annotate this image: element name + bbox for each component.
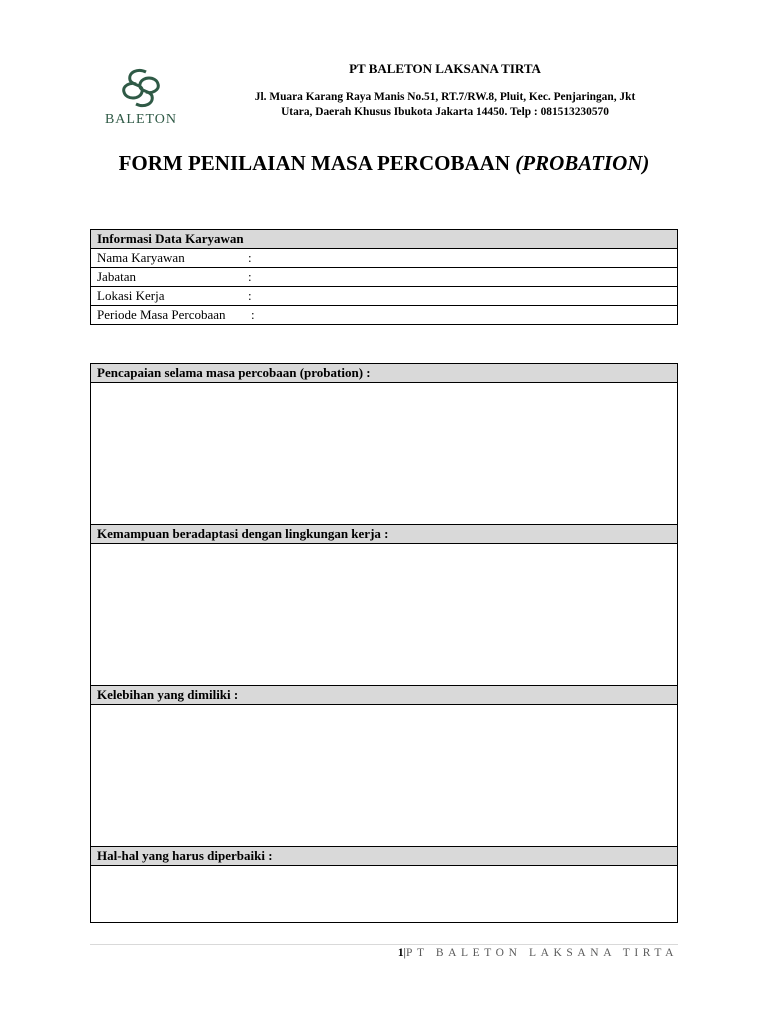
work-location-label: Lokasi Kerja (97, 288, 165, 303)
strengths-header: Kelebihan yang dimiliki : (91, 685, 677, 704)
improvements-field[interactable] (91, 865, 677, 922)
employee-info-table (90, 229, 678, 325)
logo-monogram-icon (116, 66, 166, 110)
footer-divider (90, 944, 678, 945)
page-number: 1 (397, 947, 404, 959)
form-title-italic: (PROBATION) (515, 151, 650, 175)
footer-separator: | (403, 947, 406, 959)
improvements-header: Hal-hal yang harus diperbaiki : (91, 846, 677, 865)
probation-period-label: Periode Masa Percobaan (97, 307, 226, 322)
position-colon: : (248, 269, 252, 284)
achievements-field[interactable] (91, 382, 677, 524)
achievements-header: Pencapaian selama masa percobaan (probation) : (91, 364, 677, 382)
employee-name-label: Nama Karyawan (97, 250, 185, 265)
employee-name-row[interactable] (91, 248, 677, 267)
probation-period-row[interactable] (91, 305, 677, 324)
form-title-main: FORM PENILAIAN MASA PERCOBAAN (118, 151, 516, 175)
employee-info-header: Informasi Data Karyawan (91, 230, 677, 248)
adaptability-field[interactable] (91, 543, 677, 685)
logo-text: BALETON (104, 112, 178, 127)
adaptability-header: Kemampuan beradaptasi dengan lingkungan kerja : (91, 524, 677, 543)
company-logo (94, 66, 188, 132)
footer-brand: PT BALETON LAKSANA TIRTA (405, 947, 678, 959)
strengths-field[interactable] (91, 704, 677, 846)
position-label: Jabatan (97, 269, 136, 284)
evaluation-table (90, 363, 678, 923)
company-name: PT BALETON LAKSANA TIRTA (349, 61, 541, 76)
position-row[interactable] (91, 267, 677, 286)
work-location-colon: : (248, 288, 252, 303)
probation-period-colon: : (251, 307, 255, 322)
work-location-row[interactable] (91, 286, 677, 305)
company-address-line-2: Utara, Daerah Khusus Ibukota Jakarta 14450. Telp : 081513230570 (281, 106, 609, 118)
company-address-line-1: Jl. Muara Karang Raya Manis No.51, RT.7/RW.8, Pluit, Kec. Penjaringan, Jkt (254, 91, 636, 103)
form-title (90, 151, 678, 176)
employee-name-colon: : (248, 250, 252, 265)
page-footer (398, 947, 678, 959)
